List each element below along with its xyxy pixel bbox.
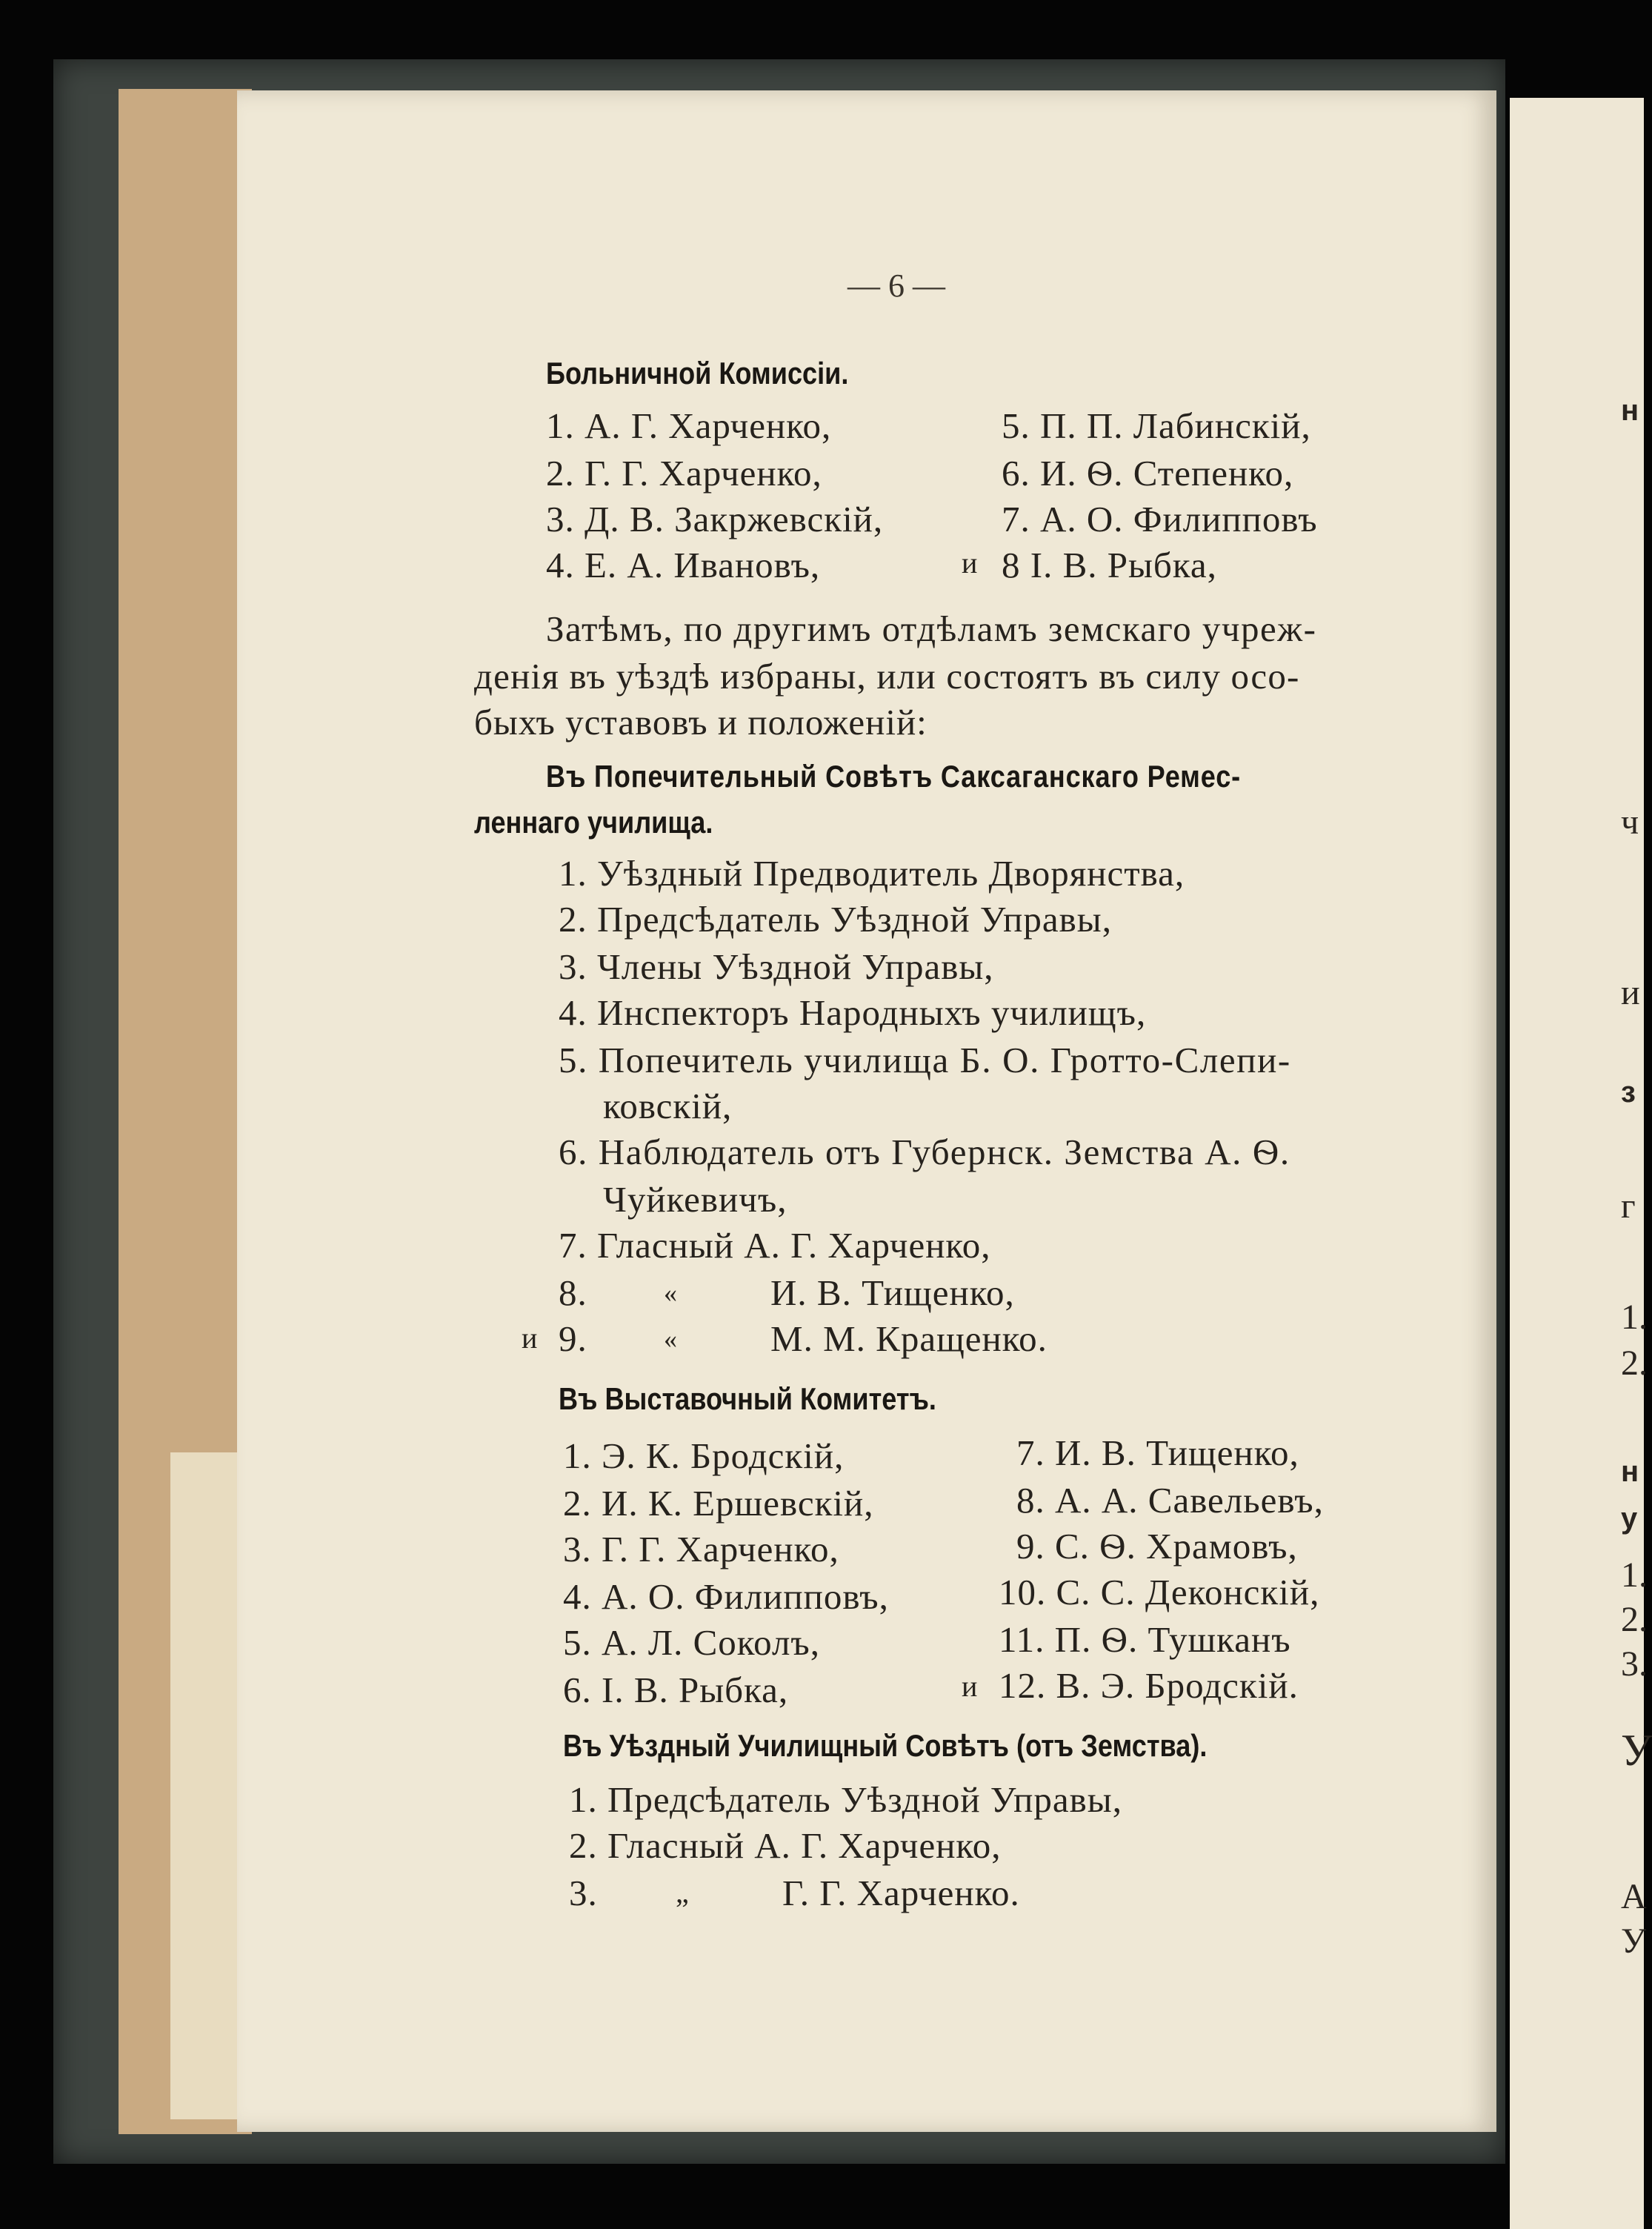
paragraph-line: быхъ уставовъ и положеній:: [474, 702, 927, 743]
next-page-fragment: А: [1621, 1877, 1647, 1916]
school-council-item: 1. Предсѣдатель Уѣздной Управы,: [569, 1779, 1122, 1820]
trustees-item: 7. Гласный А. Г. Харченко,: [559, 1225, 991, 1266]
exhibition-member: 4. А. О. Филипповъ,: [563, 1576, 889, 1617]
next-page-fragment: 3.: [1621, 1644, 1648, 1684]
hospital-member: 3. Д. В. Закржевскій,: [546, 499, 884, 539]
trustees-item: 8.: [559, 1272, 587, 1313]
exhibition-member: 3. Г. Г. Харченко,: [563, 1529, 839, 1569]
ditto-mark: «: [664, 1324, 678, 1354]
trustees-item: 2. Предсѣдатель Уѣздной Управы,: [559, 899, 1112, 940]
next-page-fragment: 1.: [1621, 1555, 1648, 1595]
hospital-member: 5. П. П. Лабинскій,: [1002, 405, 1311, 446]
next-page-fragment: 2.: [1621, 1600, 1648, 1639]
next-page-fragment: 1.: [1621, 1298, 1648, 1337]
trustees-item: 1. Уѣздный Предводитель Дворянства,: [559, 853, 1185, 894]
page-edge-light: [170, 1452, 244, 2119]
ditto-mark: „: [676, 1876, 690, 1909]
next-page-fragment: и: [1621, 973, 1640, 1012]
trustees-item: 9.: [559, 1318, 587, 1359]
next-page-fragment: У: [1621, 1726, 1652, 1775]
next-page: [1510, 98, 1652, 2229]
and-mark: и: [962, 546, 979, 579]
school-council-item: 3.: [569, 1873, 598, 1913]
trustees-item: 5. Попечитель училища Б. О. Гротто-Слепи-: [559, 1040, 1291, 1080]
hospital-member: 8 І. В. Рыбка,: [1002, 545, 1217, 585]
hospital-commission-heading: Больничной Комиссіи.: [546, 356, 849, 391]
trustees-heading-line2: леннаго училища.: [474, 805, 713, 840]
exhibition-member: 2. И. К. Ершевскій,: [563, 1483, 874, 1524]
exhibition-member: 10. С. С. Деконскій,: [999, 1572, 1320, 1612]
next-page-fragment: г: [1621, 1186, 1636, 1226]
next-page-fragment: н: [1621, 394, 1639, 427]
ditto-mark: «: [664, 1278, 678, 1308]
trustees-item-cont: Чуйкевичъ,: [603, 1179, 787, 1220]
trustees-item: 6. Наблюдатель отъ Губернск. Земства А. Ѳ.: [559, 1132, 1290, 1172]
school-council-item-name: Г. Г. Харченко.: [782, 1873, 1020, 1913]
and-mark: и: [522, 1321, 539, 1355]
exhibition-member: 11. П. Ѳ. Тушканъ: [999, 1619, 1291, 1660]
exhibition-member: 12. В. Э. Бродскій.: [999, 1665, 1299, 1706]
exhibition-member: 8. А. А. Савельевъ,: [1016, 1480, 1324, 1521]
and-mark: и: [962, 1670, 979, 1703]
trustees-item-name: И. В. Тищенко,: [770, 1272, 1015, 1313]
hospital-member: 4. Е. А. Ивановъ,: [546, 545, 821, 585]
exhibition-heading: Въ Выставочный Комитетъ.: [559, 1381, 936, 1416]
school-council-item: 2. Гласный А. Г. Харченко,: [569, 1825, 1002, 1866]
hospital-member: 7. А. О. Филипповъ: [1002, 499, 1318, 539]
hospital-member: 1. А. Г. Харченко,: [546, 405, 832, 446]
hospital-member: 6. И. Ѳ. Степенко,: [1002, 453, 1294, 494]
next-page-fragment: з: [1621, 1076, 1636, 1109]
exhibition-member: 6. І. В. Рыбка,: [563, 1670, 789, 1710]
next-page-fragment: у: [1621, 1502, 1638, 1535]
next-page-fragment: У: [1621, 1921, 1646, 1961]
hospital-member: 2. Г. Г. Харченко,: [546, 453, 822, 494]
next-page-fragment: 2.: [1621, 1343, 1648, 1383]
exhibition-member: 1. Э. К. Бродскій,: [563, 1435, 845, 1476]
trustees-item: 4. Инспекторъ Народныхъ училищъ,: [559, 992, 1147, 1033]
paragraph-line: денія въ уѣздѣ избраны, или состоятъ въ силу осо-: [474, 656, 1300, 697]
paragraph-line: Затѣмъ, по другимъ отдѣламъ земскаго учреж-: [546, 608, 1317, 649]
next-page-fragment: ч: [1621, 803, 1639, 842]
exhibition-member: 5. А. Л. Соколъ,: [563, 1622, 821, 1663]
trustees-item: 3. Члены Уѣздной Управы,: [559, 946, 994, 987]
exhibition-member: 7. И. В. Тищенко,: [1016, 1432, 1299, 1473]
next-page-fragment: н: [1621, 1455, 1639, 1488]
trustees-item-name: М. М. Кращенко.: [770, 1318, 1048, 1359]
trustees-heading-line1: Въ Попечительный Совѣтъ Саксаганскаго Ремес-: [546, 759, 1242, 794]
school-council-heading: Въ Уѣздный Училищный Совѣтъ (отъ Земства).: [563, 1728, 1208, 1763]
exhibition-member: 9. С. Ѳ. Храмовъ,: [1016, 1526, 1298, 1567]
page-number: — 6 —: [847, 268, 945, 304]
trustees-item-cont: ковскій,: [603, 1086, 733, 1126]
